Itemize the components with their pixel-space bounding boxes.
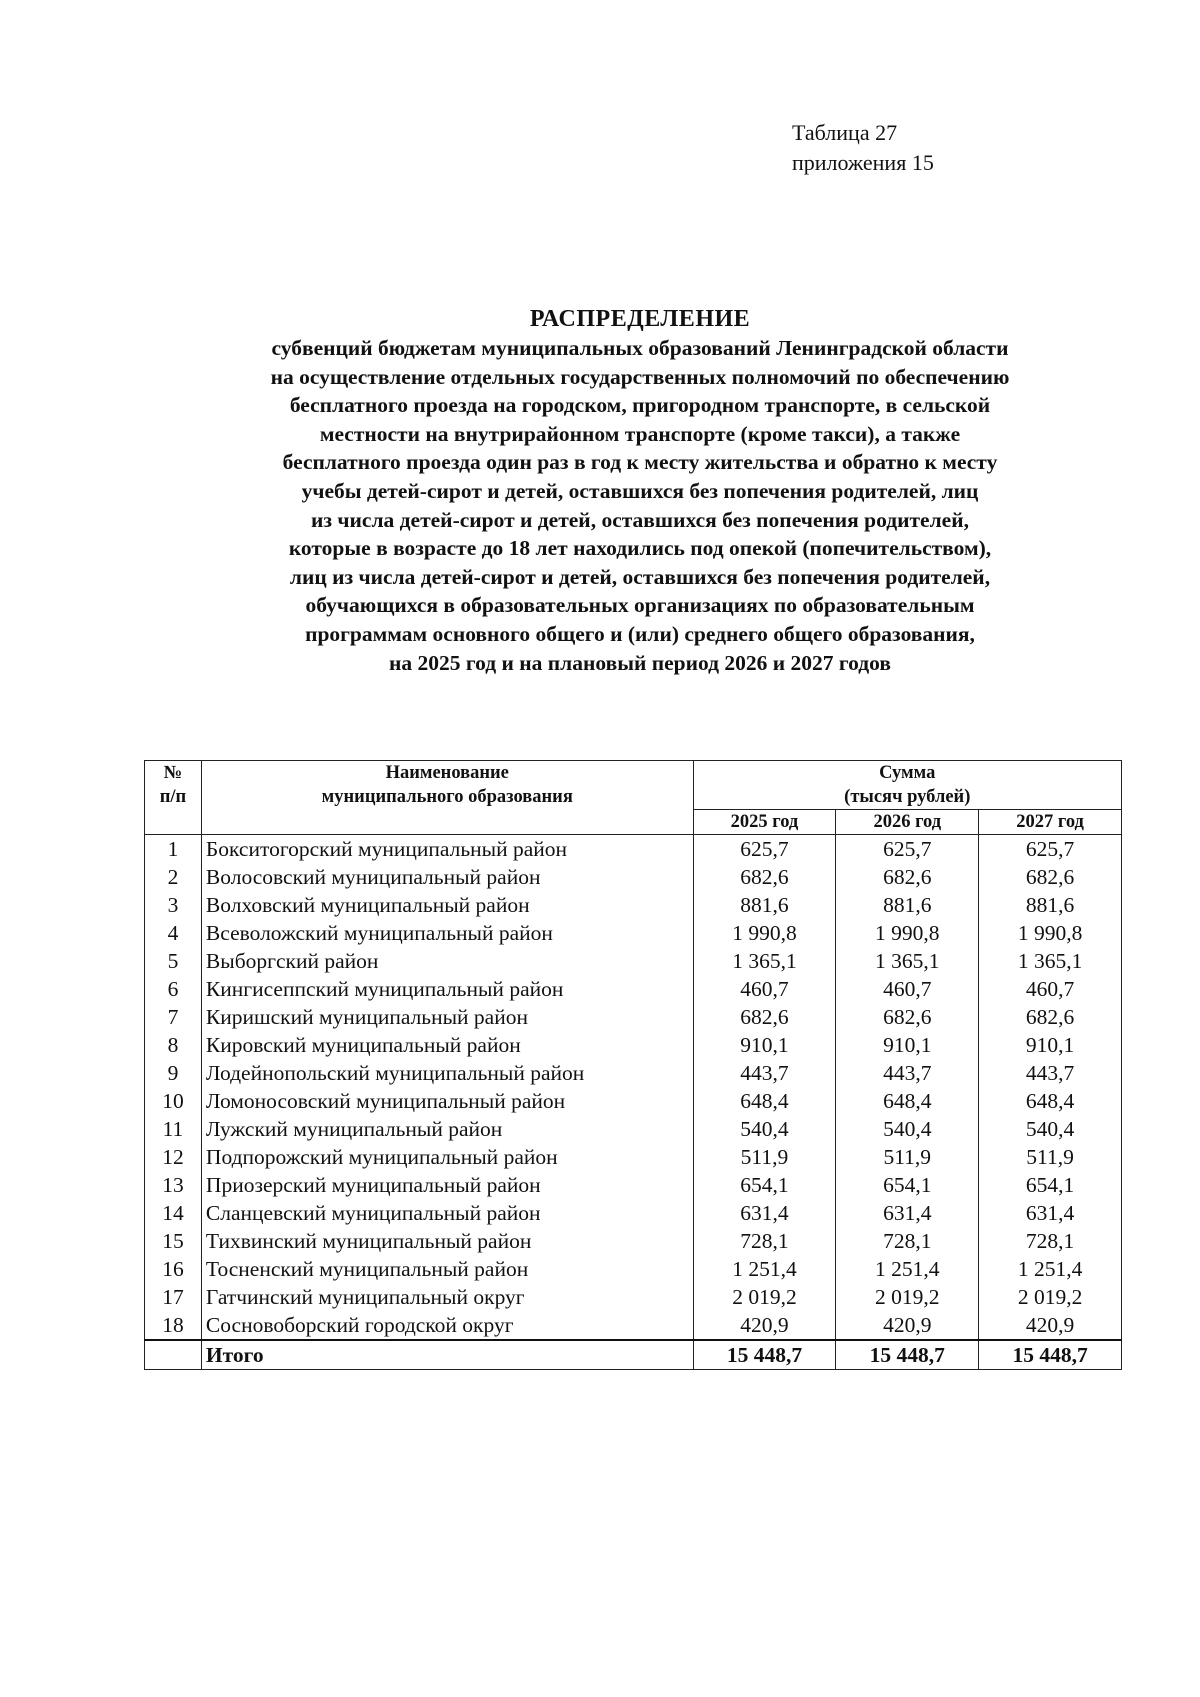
row-number: 1 (145, 835, 202, 864)
total-2026: 15 448,7 (836, 1340, 979, 1370)
amount-2027: 1 251,4 (979, 1255, 1122, 1283)
total-row (145, 1340, 1122, 1370)
municipality-name: Выборгский район (201, 947, 693, 975)
heading-line: программам основного общего и (или) среднего общего образования, (305, 621, 975, 646)
table-row (145, 1115, 1122, 1143)
amount-2027: 728,1 (979, 1227, 1122, 1255)
amount-2025: 511,9 (693, 1143, 836, 1171)
table-row (145, 1143, 1122, 1171)
row-number: 10 (145, 1087, 202, 1115)
amount-2027: 443,7 (979, 1059, 1122, 1087)
row-number: 7 (145, 1003, 202, 1031)
row-number: 9 (145, 1059, 202, 1087)
column-header-year-2026: 2026 год (836, 810, 979, 835)
amount-2026: 910,1 (836, 1031, 979, 1059)
amount-2025: 460,7 (693, 975, 836, 1003)
amount-2026: 1 251,4 (836, 1255, 979, 1283)
row-number: 3 (145, 891, 202, 919)
table-reference (792, 118, 934, 178)
amount-2025: 648,4 (693, 1087, 836, 1115)
municipality-name: Ломоносовский муниципальный район (201, 1087, 693, 1115)
amount-2027: 648,4 (979, 1087, 1122, 1115)
heading-line: учебы детей-сирот и детей, оставшихся без попечения родителей, лиц (301, 478, 979, 503)
row-number: 15 (145, 1227, 202, 1255)
municipality-name: Приозерский муниципальный район (201, 1171, 693, 1199)
municipality-name: Подпорожский муниципальный район (201, 1143, 693, 1171)
municipality-name: Волховский муниципальный район (201, 891, 693, 919)
amount-2027: 2 019,2 (979, 1283, 1122, 1311)
amount-2027: 682,6 (979, 1003, 1122, 1031)
document-heading (150, 304, 1130, 677)
table-row (145, 1311, 1122, 1340)
document-title: РАСПРЕДЕЛЕНИЕ (529, 306, 751, 332)
table-row (145, 863, 1122, 891)
municipality-name: Всеволожский муниципальный район (201, 919, 693, 947)
table-row (145, 1171, 1122, 1199)
municipality-name: Сосновоборский городской округ (201, 1311, 693, 1340)
amount-2027: 631,4 (979, 1199, 1122, 1227)
column-header-sum-line1: Сумма (879, 763, 936, 783)
amount-2027: 881,6 (979, 891, 1122, 919)
amount-2027: 460,7 (979, 975, 1122, 1003)
table-row (145, 891, 1122, 919)
column-header-sum-line2: (тысяч рублей) (844, 787, 971, 807)
municipality-name: Тихвинский муниципальный район (201, 1227, 693, 1255)
amount-2026: 648,4 (836, 1087, 979, 1115)
table-row (145, 1227, 1122, 1255)
heading-line: на осуществление отдельных государственных полномочий по обеспечению (270, 364, 1010, 389)
amount-2026: 631,4 (836, 1199, 979, 1227)
row-number: 8 (145, 1031, 202, 1059)
amount-2025: 631,4 (693, 1199, 836, 1227)
heading-line: бесплатного проезда на городском, пригородном транспорте, в сельской (289, 393, 991, 418)
row-number: 12 (145, 1143, 202, 1171)
amount-2025: 443,7 (693, 1059, 836, 1087)
row-number: 5 (145, 947, 202, 975)
table-body (145, 835, 1122, 1370)
amount-2027: 511,9 (979, 1143, 1122, 1171)
row-number: 18 (145, 1311, 202, 1340)
amount-2026: 2 019,2 (836, 1283, 979, 1311)
row-number: 6 (145, 975, 202, 1003)
heading-line: на 2025 год и на плановый период 2026 и 2027 годов (389, 650, 891, 675)
table-row (145, 947, 1122, 975)
amount-2025: 1 251,4 (693, 1255, 836, 1283)
amount-2026: 728,1 (836, 1227, 979, 1255)
municipality-name: Кировский муниципальный район (201, 1031, 693, 1059)
row-number: 17 (145, 1283, 202, 1311)
amount-2026: 625,7 (836, 835, 979, 864)
amount-2025: 540,4 (693, 1115, 836, 1143)
municipality-name: Кингисеппский муниципальный район (201, 975, 693, 1003)
amount-2026: 420,9 (836, 1311, 979, 1340)
table-row (145, 975, 1122, 1003)
column-header-sum (693, 761, 1121, 810)
amount-2026: 1 365,1 (836, 947, 979, 975)
table-row (145, 835, 1122, 864)
heading-line: местности на внутрирайонном транспорте (кроме такси), а также (319, 421, 961, 446)
municipality-name: Волосовский муниципальный район (201, 863, 693, 891)
amount-2027: 1 365,1 (979, 947, 1122, 975)
amount-2025: 1 990,8 (693, 919, 836, 947)
total-number-cell (145, 1340, 202, 1370)
table-header (145, 761, 1122, 835)
amount-2026: 540,4 (836, 1115, 979, 1143)
amount-2025: 728,1 (693, 1227, 836, 1255)
row-number: 16 (145, 1255, 202, 1283)
column-header-name (201, 761, 693, 835)
row-number: 14 (145, 1199, 202, 1227)
amount-2027: 540,4 (979, 1115, 1122, 1143)
amount-2026: 511,9 (836, 1143, 979, 1171)
column-header-year-2027: 2027 год (979, 810, 1122, 835)
table-row (145, 1003, 1122, 1031)
total-label: Итого (201, 1340, 693, 1370)
amount-2025: 682,6 (693, 863, 836, 891)
amount-2025: 910,1 (693, 1031, 836, 1059)
heading-line: из числа детей-сирот и детей, оставшихся без попечения родителей, (311, 507, 969, 532)
municipality-name: Гатчинский муниципальный округ (201, 1283, 693, 1311)
heading-line: обучающихся в образовательных организациях по образовательным (305, 593, 975, 618)
amount-2026: 682,6 (836, 863, 979, 891)
amount-2025: 682,6 (693, 1003, 836, 1031)
row-number: 4 (145, 919, 202, 947)
table-row (145, 1031, 1122, 1059)
column-header-number (145, 761, 202, 835)
table-row (145, 919, 1122, 947)
table-number: Таблица 27 (792, 120, 898, 145)
table-row (145, 1199, 1122, 1227)
heading-line: субвенций бюджетам муниципальных образований Ленинградской области (271, 336, 1009, 360)
row-number: 11 (145, 1115, 202, 1143)
total-2027: 15 448,7 (979, 1340, 1122, 1370)
amount-2027: 625,7 (979, 835, 1122, 864)
amount-2025: 625,7 (693, 835, 836, 864)
total-2025: 15 448,7 (693, 1340, 836, 1370)
appendix-number: приложения 15 (792, 150, 934, 175)
table-row (145, 1255, 1122, 1283)
amount-2025: 881,6 (693, 891, 836, 919)
column-header-name-line2: муниципального образования (321, 787, 573, 807)
municipality-name: Лодейнопольский муниципальный район (201, 1059, 693, 1087)
municipality-name: Киришский муниципальный район (201, 1003, 693, 1031)
row-number: 13 (145, 1171, 202, 1199)
amount-2026: 460,7 (836, 975, 979, 1003)
amount-2026: 881,6 (836, 891, 979, 919)
amount-2026: 654,1 (836, 1171, 979, 1199)
amount-2025: 1 365,1 (693, 947, 836, 975)
amount-2025: 2 019,2 (693, 1283, 836, 1311)
row-number: 2 (145, 863, 202, 891)
municipality-name: Бокситогорский муниципальный район (201, 835, 693, 864)
table-row (145, 1087, 1122, 1115)
column-header-year-2025: 2025 год (693, 810, 836, 835)
amount-2027: 1 990,8 (979, 919, 1122, 947)
municipality-name: Сланцевский муниципальный район (201, 1199, 693, 1227)
column-header-name-line1: Наименование (385, 763, 509, 783)
amount-2026: 1 990,8 (836, 919, 979, 947)
column-header-number-line2: п/п (159, 787, 187, 807)
amount-2027: 654,1 (979, 1171, 1122, 1199)
amount-2025: 654,1 (693, 1171, 836, 1199)
municipality-name: Лужский муниципальный район (201, 1115, 693, 1143)
table-row (145, 1283, 1122, 1311)
heading-line: лиц из числа детей-сирот и детей, оставшихся без попечения родителей, (289, 564, 991, 589)
amount-2025: 420,9 (693, 1311, 836, 1340)
amount-2027: 910,1 (979, 1031, 1122, 1059)
amount-2026: 443,7 (836, 1059, 979, 1087)
amount-2026: 682,6 (836, 1003, 979, 1031)
distribution-table (144, 760, 1122, 1370)
amount-2027: 420,9 (979, 1311, 1122, 1340)
amount-2027: 682,6 (979, 863, 1122, 891)
heading-line: бесплатного проезда один раз в год к месту жительства и обратно к месту (282, 450, 998, 475)
table-row (145, 1059, 1122, 1087)
column-header-number-line1: № (163, 763, 183, 783)
municipality-name: Тосненский муниципальный район (201, 1255, 693, 1283)
heading-line: которые в возрасте до 18 лет находились под опекой (попечительством), (288, 536, 992, 561)
